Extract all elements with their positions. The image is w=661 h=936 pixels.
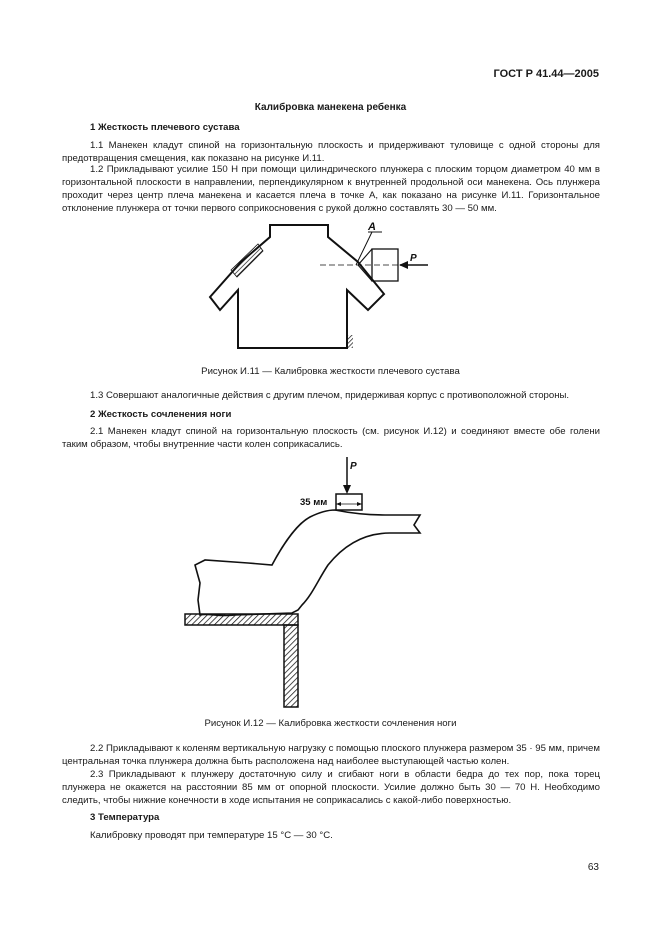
document-code: ГОСТ Р 41.44—2005	[493, 68, 599, 80]
dummy-leg-outline	[195, 510, 420, 616]
figure-12-caption: Рисунок И.12 — Калибровка жесткости сочленения ноги	[204, 718, 457, 729]
seat-horizontal	[185, 614, 298, 625]
figure-leg-joint-calibration	[180, 455, 440, 713]
paragraph-2-2: 2.2 Прикладывают к коленям вертикальную нагрузку с помощью плоского плунжера размером 35 · 95 мм, причем центральная точка плунжера должна быть расположена над наиболее выступающей частью колен.	[62, 743, 600, 767]
support-hatch	[231, 244, 263, 277]
paragraph-2-1: 2.1 Манекен кладут спиной на горизонтальную плоскость (см. рисунок И.12) и соединяют вместе обе голени таким образом, чтобы внутренние части колен соприкасались.	[62, 426, 600, 450]
plunger	[336, 494, 362, 510]
paragraph-1-3: 1.3 Совершают аналогичные действия с другим плечом, придерживая корпус с противоположной стороны.	[90, 390, 570, 401]
force-label-p: P	[350, 461, 357, 472]
paragraph-2-3: 2.3 Прикладывают к плунжеру достаточную силу и сгибают ноги в области бедра до тех пор, пока торец плунжера не окажется на расстоянии 85 мм от опорной плоскости. Усилие должно быть 30 — 70 Н. Необходимо следить, чтобы нижние конечности в ходе испытания не соприкасались с какой-либо поверхностью.	[62, 769, 600, 806]
page-title: Калибровка манекена ребенка	[254, 102, 407, 113]
figure-11-caption: Рисунок И.11 — Калибровка жесткости плечевого сустава	[201, 366, 460, 377]
page-number: 63	[587, 862, 599, 873]
dummy-torso-outline	[210, 225, 384, 348]
dimension-label: 35 мм	[300, 497, 328, 508]
point-a-label: А	[368, 221, 376, 233]
paragraph-1-2: 1.2 Прикладывают усилие 150 Н при помощи цилиндрического плунжера с плоским торцом диаметром 40 мм в горизонтальной плоскости в направлении, перпендикулярном к внутренней продольной оси манекена. Ось плунжера проходит через центр плеча манекена и касается плеча в точке А, как показано на рисунке И.11. Горизонтальное отклонение плунжера от точки первого соприкосновения с рукой должно составлять 30 — 50 мм.	[62, 164, 600, 214]
section-2-heading: 2 Жесткость сочленения ноги	[90, 409, 232, 420]
section-3-heading: 3 Температура	[90, 812, 160, 823]
force-label-p: P	[410, 253, 417, 264]
section-1-heading: 1 Жесткость плечевого сустава	[90, 122, 240, 133]
paragraph-1-1: 1.1 Манекен кладут спиной на горизонтальную плоскость и придерживают туловище с одной стороны для предотвращения смещения, как показано на рисунке И.11.	[62, 140, 600, 164]
seat-vertical	[284, 625, 298, 707]
paragraph-3-1: Калибровку проводят при температуре 15 °С — 30 °С.	[90, 830, 333, 841]
figure-shoulder-calibration	[200, 215, 440, 353]
